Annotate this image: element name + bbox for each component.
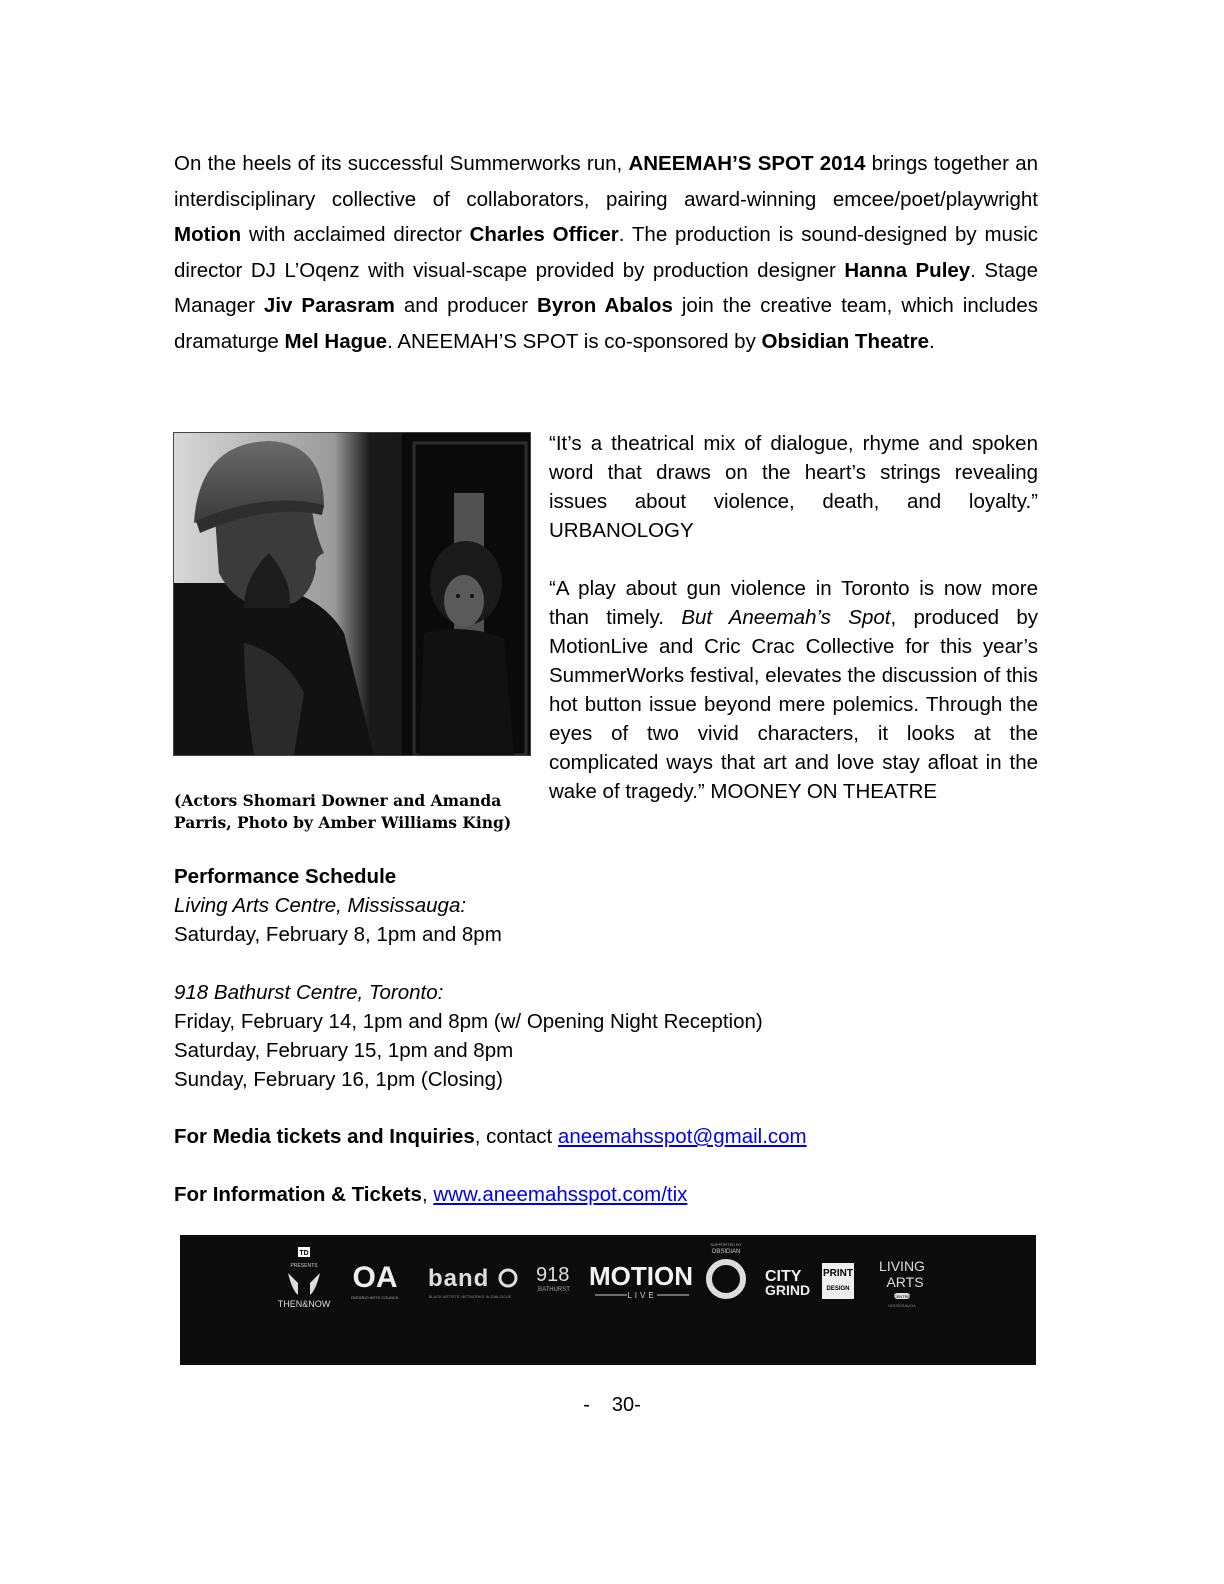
schedule-date: Saturday, February 8, 1pm and 8pm <box>174 923 502 946</box>
918-bathurst-logo <box>536 1264 570 1293</box>
svg-text:MOTION: MOTION <box>589 1261 693 1291</box>
tickets-info-text: , <box>421 1183 434 1206</box>
svg-text:THEN&NOW: THEN&NOW <box>277 1299 331 1309</box>
quote-mooney-text-1: “A play about gun violence in Toronto is now more than timely. <box>549 577 1038 629</box>
intro-paragraph <box>174 146 1038 360</box>
svg-text:LIVE: LIVE <box>627 1291 657 1300</box>
show-title: ANEEMAH’S SPOT 2014 <box>628 152 866 175</box>
svg-text:ONTARIO ARTS COUNCIL: ONTARIO ARTS COUNCIL <box>350 1295 400 1300</box>
page-number-dash: - <box>583 1394 590 1416</box>
svg-text:918: 918 <box>536 1264 570 1286</box>
schedule-date: Saturday, February 15, 1pm and 8pm <box>174 1039 514 1062</box>
svg-text:LIVING: LIVING <box>879 1258 925 1274</box>
schedule-heading: Performance Schedule <box>174 865 397 888</box>
obsidian-theatre-logo <box>709 1242 743 1296</box>
tickets-url-link[interactable]: www.aneemahsspot.com/tix <box>433 1183 688 1206</box>
intro-text-4: . The production is sound-designed by music director DJ L’Oqenz with visual-scape provided by production designer <box>174 223 1038 282</box>
svg-text:OA: OA <box>352 1261 398 1294</box>
media-contact-label: For Media tickets and Inquiries <box>174 1125 475 1148</box>
quote-urbanology: “It’s a theatrical mix of dialogue, rhyme and spoken word that draws on the heart’s strings revealing issues about violence, death, and loyalty.” URBANOLOGY <box>549 432 1038 542</box>
venue-918-bathurst: 918 Bathurst Centre, Toronto: <box>174 981 444 1004</box>
td-then-now-logo <box>278 1247 331 1309</box>
director-name: Charles Officer <box>469 223 619 247</box>
svg-text:PRESENTS: PRESENTS <box>290 1263 318 1269</box>
svg-text:OBSIDIAN: OBSIDIAN <box>711 1249 741 1255</box>
intro-text-9: . <box>929 329 935 353</box>
tickets-info-line <box>174 1180 687 1209</box>
svg-text:CITY: CITY <box>765 1268 802 1285</box>
intro-text-8: . ANEEMAH’S SPOT is co-sponsored by <box>387 329 762 353</box>
performance-schedule <box>174 862 1038 1094</box>
schedule-date: Friday, February 14, 1pm and 8pm (w/ Opening Night Reception) <box>174 1010 763 1033</box>
page-number <box>0 1394 1224 1417</box>
actors-photo <box>173 432 531 756</box>
living-arts-centre-logo <box>879 1258 925 1308</box>
intro-text-6: and producer <box>394 294 538 318</box>
svg-text:BLACK ARTISTS' NETWORKS IN DIA: BLACK ARTISTS' NETWORKS IN DIALOGUE <box>428 1294 512 1299</box>
svg-text:MISSISSAUGA: MISSISSAUGA <box>888 1303 916 1308</box>
dramaturge-name: Mel Hague <box>284 329 388 353</box>
city-grind-logo <box>765 1263 854 1299</box>
intro-text-7: join the creative team, which includes dramaturge <box>174 294 1038 353</box>
press-quotes <box>549 429 1038 835</box>
media-contact-line <box>174 1122 807 1151</box>
oac-logo <box>351 1261 400 1300</box>
motion-live-logo <box>589 1261 693 1300</box>
media-contact-text: , contact <box>474 1125 558 1148</box>
tickets-info-label: For Information & Tickets <box>174 1183 422 1206</box>
sponsor-logos <box>180 1235 1036 1365</box>
intro-text-3: with acclaimed director <box>241 223 470 247</box>
svg-text:TD: TD <box>299 1250 309 1257</box>
svg-text:BATHURST: BATHURST <box>538 1287 570 1293</box>
quote-mooney-italic: But Aneemah’s Spot <box>681 606 891 629</box>
svg-text:CENTRE: CENTRE <box>893 1294 911 1299</box>
producer-name: Byron Abalos <box>537 294 673 318</box>
quote-mooney <box>549 574 1038 806</box>
band-logo <box>428 1265 516 1299</box>
designer-name: Hanna Puley <box>844 258 971 282</box>
venue-living-arts: Living Arts Centre, Mississauga: <box>174 894 467 917</box>
svg-text:GRIND: GRIND <box>765 1282 811 1298</box>
svg-text:band: band <box>428 1265 490 1292</box>
page-number-value: 30- <box>611 1394 641 1416</box>
media-email-link[interactable]: aneemahsspot@gmail.com <box>557 1125 807 1148</box>
quote-mooney-text-2: , produced by MotionLive and Cric Crac Collective for this year’s SummerWorks festival, elevates the discussion of this hot button issue beyond mere polemics. Through the eyes of two vivid characters, it looks at the complicated ways that art and love stay afloat in the wake of tragedy.” MOONEY ON THEATRE <box>549 606 1039 803</box>
cosponsor-name: Obsidian Theatre <box>761 329 929 353</box>
intro-text-2: brings together an interdisciplinary collective of collaborators, pairing award-winning emcee/poet/playwright <box>174 152 1038 211</box>
playwright-name: Motion <box>174 223 242 247</box>
schedule-date: Sunday, February 16, 1pm (Closing) <box>174 1068 503 1091</box>
svg-text:PRINT: PRINT <box>823 1268 853 1279</box>
intro-text-5: . Stage Manager <box>174 258 1039 318</box>
photo-caption: (Actors Shomari Downer and Amanda Parris, Photo by Amber Williams King) <box>174 791 512 832</box>
actors-photo-illustration <box>174 433 530 755</box>
sponsor-banner <box>180 1235 1036 1365</box>
svg-text:SUPPORTED BY: SUPPORTED BY <box>710 1242 742 1247</box>
svg-text:DESIGN: DESIGN <box>826 1286 850 1292</box>
intro-text-1: On the heels of its successful Summerworks run, <box>174 152 629 175</box>
svg-text:ARTS: ARTS <box>886 1274 924 1290</box>
stage-manager-name: Jiv Parasram <box>263 294 395 318</box>
